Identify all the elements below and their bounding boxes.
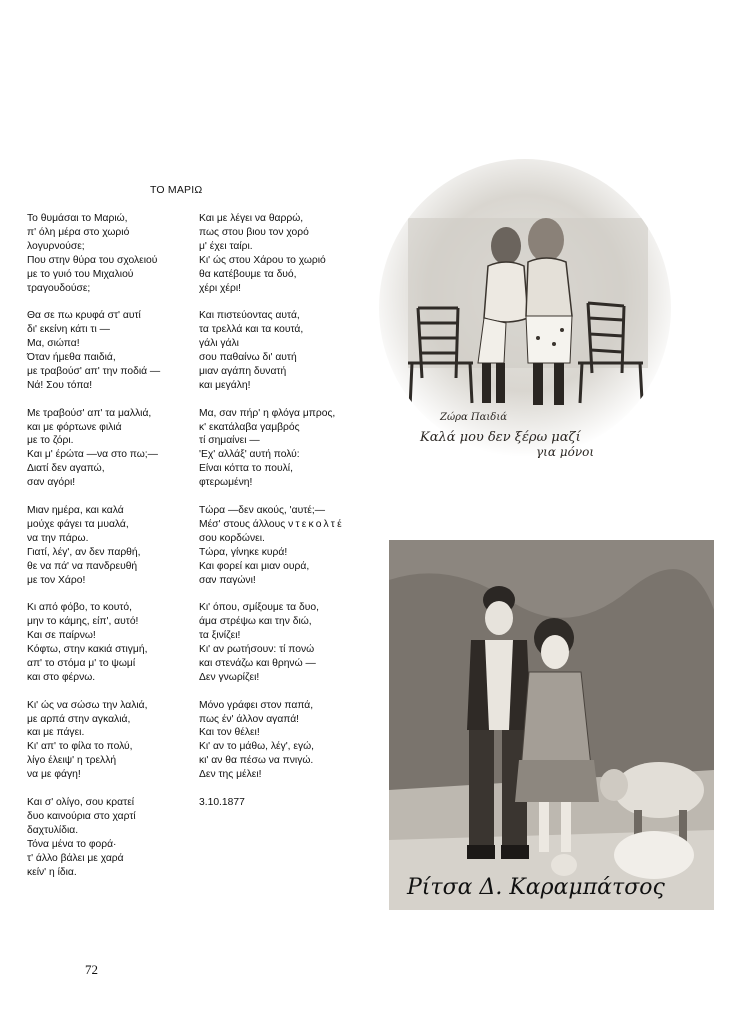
poem-line: απ' το στόμα μ' το ψωμί — [27, 657, 136, 669]
poem-line: Και πιστεύοντας αυτά, — [199, 310, 300, 322]
poem-line: Κι' αν το μάθω, λέγ', εγώ, — [199, 741, 315, 753]
poem-stanza — [199, 699, 379, 782]
poem-stanza — [199, 407, 379, 490]
cushion — [614, 831, 694, 879]
poem-line: πως στου βιου τον χορό — [199, 226, 309, 238]
vintage-photo-children-lamb — [389, 540, 714, 910]
poem-line: γάλι γάλι — [199, 338, 239, 350]
poem-line: Και σ' ολίγο, σου κρατεί — [27, 796, 135, 808]
poem-line: τραγουδούσε; — [27, 282, 91, 294]
poem-line: Και με λέγει να θαρρώ, — [199, 213, 304, 224]
poem-line: δυο καινούρια στο χαρτί — [27, 810, 136, 822]
poem-stanza — [27, 309, 195, 392]
poem-line: Και τον θέλει! — [199, 727, 260, 739]
poem-line: Μιαν ημέρα, και καλά — [27, 504, 124, 516]
poem-line: να την πάρω. — [27, 532, 89, 544]
poem-stanza — [27, 601, 195, 684]
poem-line: κ' εκατάλαβα γαμβρός — [199, 421, 300, 433]
poem-stanza — [27, 407, 195, 490]
poem-stanza — [27, 212, 195, 295]
handwritten-caption: για μόνοι — [536, 445, 595, 458]
poem-line: άμα στρέψω και την διώ, — [199, 616, 312, 628]
page-number: 72 — [85, 962, 98, 977]
poem-line-emphasis: ντεκολτέ — [288, 518, 344, 530]
poem-line: χέρι χέρι! — [199, 282, 242, 294]
poem-line-part: Μέσ' στους άλλους — [199, 518, 289, 530]
poem-line: τ' άλλο βάλει με χαρά — [27, 852, 124, 864]
poem-line: μούχε φάγει τα μυαλά, — [27, 518, 129, 530]
poem-line: Είναι κόττα το πουλί, — [199, 463, 293, 475]
poem-line — [199, 518, 379, 532]
poem-line: Τόνα μένα το φορά· — [27, 838, 117, 850]
handwritten-caption: Ζώρα Παιδιά — [440, 412, 508, 423]
poem-line: Κι' ώς στου Χάρου το χωριό — [199, 254, 326, 266]
poem-line: Μα, σιώπα! — [27, 338, 80, 350]
signature: Ρίτσα Δ. Καραμπάτσος — [407, 875, 665, 900]
poem-stanza — [199, 309, 379, 392]
poem-line: 'Εχ' αλλάξ' αυτή πολύ: — [199, 449, 300, 461]
poem-stanza — [27, 796, 195, 879]
vintage-photo-two-girls — [378, 158, 672, 458]
poem-line: Γιατί, λέγ', αν δεν παρθή, — [27, 546, 141, 558]
poem-line: μιαν αγάπη δυνατή — [199, 365, 287, 377]
poem-line: με αρπά στην αγκαλιά, — [27, 713, 131, 725]
poem-line: και με φόρτωνε φιλιά — [27, 421, 122, 433]
poem-line: Και μ' έρώτα —να στο πω;— — [27, 449, 158, 461]
poem-line: τί σημαίνει — — [199, 435, 260, 447]
poem-line: πως έν' άλλον αγαπά! — [199, 713, 300, 725]
poem-line: λίγο έλειψ' η τρελλή — [27, 755, 117, 767]
poem-stanza — [27, 504, 195, 587]
poem-line: Και φορεί και μιαν ουρά, — [199, 560, 310, 572]
poem-line: Και σε παίρνω! — [27, 630, 96, 642]
poem-line: τα τρελλά και τα κουτά, — [199, 324, 304, 336]
poem-line: με το γυιό του Μιχαλιού — [27, 268, 134, 280]
poem-stanza — [199, 504, 379, 587]
poem-line: σαν παγώνι! — [199, 574, 256, 586]
poem-line: Κι' αν ρωτήσουν: τί πονώ — [199, 644, 315, 656]
poem-line: να με φάγη! — [27, 769, 81, 781]
poem-line: Όταν ήμεθα παιδιά, — [27, 352, 116, 364]
poem-line: θα κατέβουμε τα δυό, — [199, 268, 297, 280]
poem-line: Τώρα, γίνηκε κυρά! — [199, 546, 288, 558]
poem-line: μ' έχει ταίρι. — [199, 240, 253, 252]
poem-line: και στο φέρνω. — [27, 671, 96, 683]
poem-line: και με πάγει. — [27, 727, 85, 739]
poem-title: ΤΟ ΜΑΡΙΩ — [150, 184, 203, 196]
poem-line: λογυρνούσε; — [27, 240, 85, 252]
poem-date: 3.10.1877 — [199, 796, 245, 808]
poem-line: Το θυμάσαι το Μαριώ, — [27, 213, 128, 224]
poem-column-right — [199, 212, 379, 810]
poem-line: Μα, σαν πήρ' η φλόγα μπρος, — [199, 407, 336, 419]
poem-line: με τραβούσ' απ' την ποδιά — — [27, 365, 161, 377]
poem-line: Κι από φόβο, το κουτό, — [27, 602, 132, 614]
poem-line: Με τραβούσ' απ' τα μαλλιά, — [27, 407, 152, 419]
poem-line: μην το κάμης, είπ', αυτό! — [27, 616, 139, 628]
handwritten-caption: Καλά μου δεν ξέρω μαζί — [420, 430, 581, 445]
poem-line: δι' εκείνη κάτι τι — — [27, 324, 110, 336]
poem-line: Κόφτω, στην κακιά στιγμή, — [27, 644, 148, 656]
poem-line: Κι' απ' το φίλα το πολύ, — [27, 741, 133, 753]
poem-line: σαν αγόρι! — [27, 477, 76, 489]
poem-stanza — [27, 699, 195, 782]
poem-line: τα ξινίζει! — [199, 630, 241, 642]
poem-line: θε να πά' να πανδρευθή — [27, 560, 138, 572]
poem-line: Θα σε πω κρυφά στ' αυτί — [27, 310, 141, 322]
poem-stanza — [199, 212, 379, 295]
poem-line: και στενάζω και θρηνώ — — [199, 657, 316, 669]
poem-line: Νά! Σου τόπα! — [27, 379, 93, 391]
poem-line: Δεν της μέλει! — [199, 769, 262, 781]
poem-line: Κι' όπου, σμίξουμε τα δυο, — [199, 602, 319, 614]
poem-line: Μόνο γράφει στον παπά, — [199, 699, 314, 711]
poem-line: Που στην θύρα του σχολειού — [27, 254, 158, 266]
poem-stanza — [199, 601, 379, 684]
poem-line: σου παθαίνω δι' αυτή — [199, 352, 297, 364]
poem-line: Δεν γνωρίζει! — [199, 671, 260, 683]
poem-line: δαχτυλίδια. — [27, 824, 79, 836]
poem-line: κι' αν θα πέσω να πνιγώ. — [199, 755, 314, 767]
poem-line: με το ζόρι. — [27, 435, 74, 447]
poem-line: Διατί δεν αγαπώ, — [27, 463, 105, 475]
poem-column-left — [27, 212, 195, 893]
poem-line: σου κορδώνει. — [199, 532, 265, 544]
poem-line: Κι' ώς να σώσω την λαλιά, — [27, 699, 148, 711]
poem-line: π' όλη μέρα στο χωριό — [27, 226, 130, 238]
poem-line: και μεγάλη! — [199, 379, 251, 391]
poem-line: με τον Χάρο! — [27, 574, 86, 586]
ball — [551, 854, 577, 876]
poem-line: Τώρα —δεν ακούς, 'αυτέ;— — [199, 504, 326, 516]
poem-line: φτερωμένη! — [199, 477, 253, 489]
poem-line: κείν' η ίδια. — [27, 866, 77, 878]
